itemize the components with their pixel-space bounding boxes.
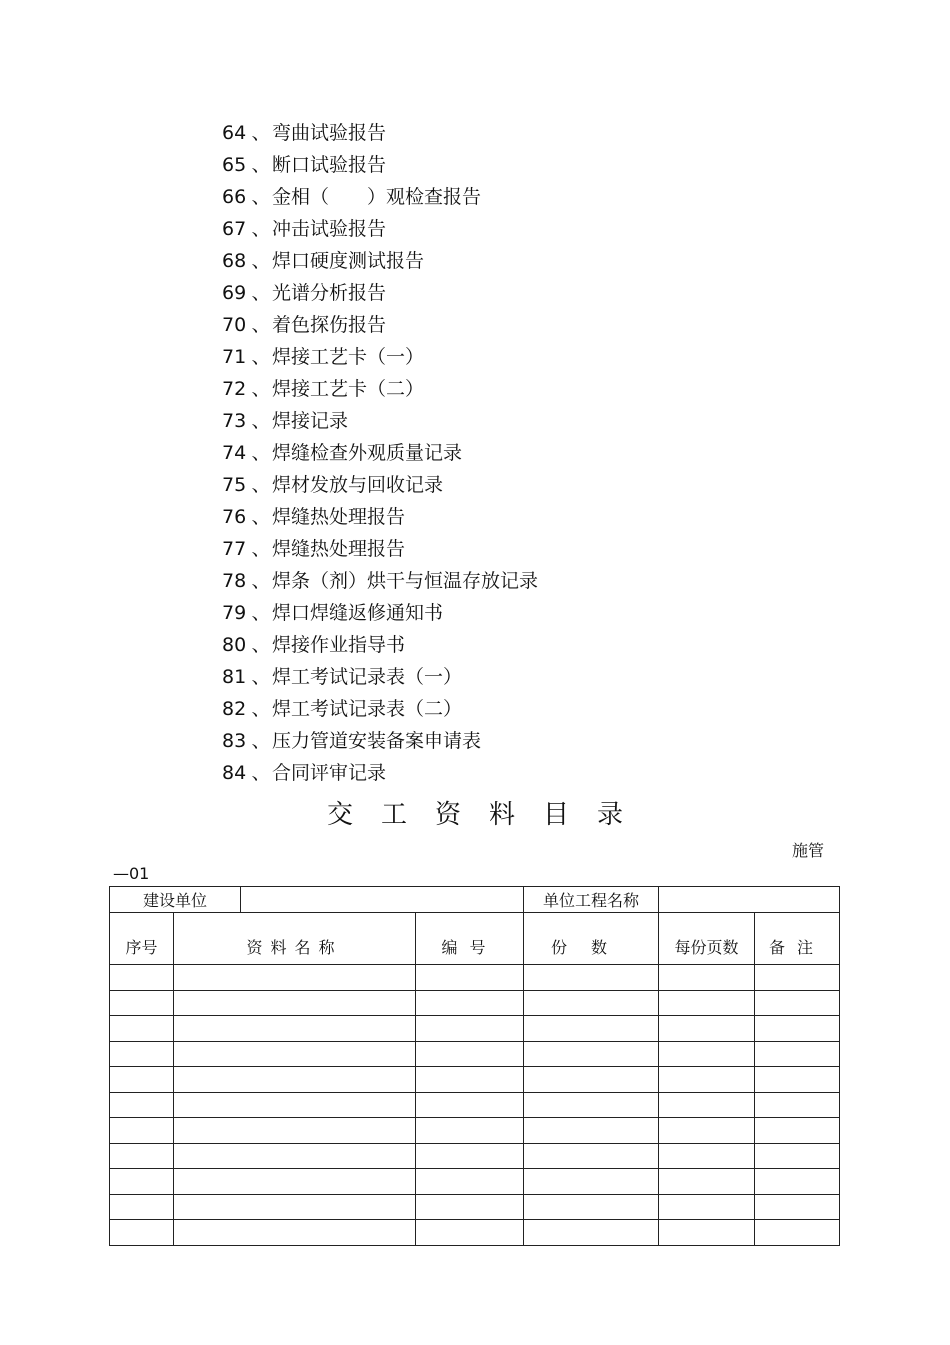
item-title: 焊条（剂）烘干与恒温存放记录 <box>272 570 539 592</box>
cell-seq <box>110 1169 174 1195</box>
list-item <box>222 277 538 309</box>
cell-seq <box>110 1016 174 1042</box>
item-number: 69 <box>222 282 247 304</box>
item-title: 弯曲试验报告 <box>272 122 387 144</box>
item-title: 焊缝热处理报告 <box>272 538 406 560</box>
item-separator: 、 <box>251 634 271 656</box>
cell-pages <box>659 990 755 1016</box>
cell-remarks <box>755 1016 840 1042</box>
cell-pages <box>659 1220 755 1246</box>
list-item <box>222 757 538 789</box>
item-separator: 、 <box>251 218 271 240</box>
form-code-prefix: 施管 <box>791 841 824 860</box>
item-separator: 、 <box>251 122 271 144</box>
cell-seq <box>110 965 174 991</box>
cell-pages <box>659 1169 755 1195</box>
cell-pages <box>659 1041 755 1067</box>
cell-number <box>416 1169 524 1195</box>
project-name-label: 单位工程名称 <box>524 887 659 913</box>
cell-doc-name <box>174 990 416 1016</box>
cell-doc-name <box>174 1067 416 1093</box>
cell-number <box>416 1016 524 1042</box>
owner-value <box>241 887 524 913</box>
cell-remarks <box>755 1067 840 1093</box>
list-item <box>222 437 538 469</box>
cell-doc-name <box>174 965 416 991</box>
table-row <box>110 1169 840 1195</box>
item-title: 金相（ ）观检查报告 <box>272 186 482 208</box>
table-row <box>110 1118 840 1144</box>
cell-copies <box>524 965 659 991</box>
cell-copies <box>524 1092 659 1118</box>
cell-copies <box>524 1118 659 1144</box>
item-title: 合同评审记录 <box>272 762 387 784</box>
cell-remarks <box>755 1118 840 1144</box>
item-number: 73 <box>222 410 247 432</box>
item-title: 着色探伤报告 <box>272 314 387 336</box>
document-item-list <box>222 117 538 789</box>
item-number: 81 <box>222 666 247 688</box>
cell-remarks <box>755 990 840 1016</box>
cell-copies <box>524 1041 659 1067</box>
item-number: 78 <box>222 570 247 592</box>
cell-number <box>416 1194 524 1220</box>
item-title: 焊接工艺卡（二） <box>272 378 425 400</box>
list-item <box>222 245 538 277</box>
item-separator: 、 <box>251 666 271 688</box>
form-code-suffix: —01 <box>113 864 150 883</box>
cell-remarks <box>755 1143 840 1169</box>
item-title: 焊缝热处理报告 <box>272 506 406 528</box>
item-separator: 、 <box>251 314 271 336</box>
item-number: 82 <box>222 698 247 720</box>
item-separator: 、 <box>251 378 271 400</box>
table-row <box>110 965 840 991</box>
header-pages-per-copy: 每份页数 <box>659 913 755 965</box>
item-title: 焊接工艺卡（一） <box>272 346 425 368</box>
cell-remarks <box>755 1092 840 1118</box>
list-item <box>222 597 538 629</box>
cell-seq <box>110 990 174 1016</box>
cell-copies <box>524 1194 659 1220</box>
list-item <box>222 693 538 725</box>
item-title: 焊材发放与回收记录 <box>272 474 444 496</box>
header-remarks: 备注 <box>755 913 840 965</box>
item-title: 断口试验报告 <box>272 154 387 176</box>
header-copies: 份数 <box>524 913 659 965</box>
list-item <box>222 565 538 597</box>
item-separator: 、 <box>251 282 271 304</box>
item-separator: 、 <box>251 570 271 592</box>
item-number: 84 <box>222 762 247 784</box>
cell-number <box>416 990 524 1016</box>
table-row <box>110 1143 840 1169</box>
cell-pages <box>659 1067 755 1093</box>
header-number: 编号 <box>416 913 524 965</box>
cell-seq <box>110 1194 174 1220</box>
table-row <box>110 1220 840 1246</box>
list-item <box>222 181 538 213</box>
item-separator: 、 <box>251 506 271 528</box>
item-separator: 、 <box>251 474 271 496</box>
table-row <box>110 1016 840 1042</box>
table-row <box>110 990 840 1016</box>
cell-number <box>416 1118 524 1144</box>
cell-doc-name <box>174 1169 416 1195</box>
cell-doc-name <box>174 1220 416 1246</box>
cell-doc-name <box>174 1016 416 1042</box>
item-number: 74 <box>222 442 247 464</box>
item-number: 83 <box>222 730 247 752</box>
table-row <box>110 1067 840 1093</box>
cell-seq <box>110 1092 174 1118</box>
cell-pages <box>659 1143 755 1169</box>
item-title: 焊接作业指导书 <box>272 634 406 656</box>
item-title: 焊缝检查外观质量记录 <box>272 442 463 464</box>
list-item <box>222 373 538 405</box>
table-row <box>110 1041 840 1067</box>
list-item <box>222 533 538 565</box>
item-number: 65 <box>222 154 247 176</box>
item-number: 80 <box>222 634 247 656</box>
item-separator: 、 <box>251 186 271 208</box>
list-item <box>222 213 538 245</box>
item-number: 68 <box>222 250 247 272</box>
cell-remarks <box>755 965 840 991</box>
list-item <box>222 629 538 661</box>
list-item <box>222 661 538 693</box>
cell-doc-name <box>174 1092 416 1118</box>
item-number: 70 <box>222 314 247 336</box>
item-separator: 、 <box>251 250 271 272</box>
owner-label: 建设单位 <box>110 887 241 913</box>
cell-number <box>416 1067 524 1093</box>
list-item <box>222 309 538 341</box>
cell-remarks <box>755 1041 840 1067</box>
item-separator: 、 <box>251 602 271 624</box>
table-row <box>110 1194 840 1220</box>
list-item <box>222 117 538 149</box>
item-title: 焊口硬度测试报告 <box>272 250 425 272</box>
item-title: 冲击试验报告 <box>272 218 387 240</box>
cell-copies <box>524 1169 659 1195</box>
cell-copies <box>524 1143 659 1169</box>
cell-number <box>416 1220 524 1246</box>
table-header-row <box>110 913 840 965</box>
item-separator: 、 <box>251 346 271 368</box>
cell-remarks <box>755 1220 840 1246</box>
cell-copies <box>524 1067 659 1093</box>
list-item <box>222 405 538 437</box>
list-item <box>222 341 538 373</box>
item-title: 光谱分析报告 <box>272 282 387 304</box>
cell-seq <box>110 1067 174 1093</box>
item-separator: 、 <box>251 762 271 784</box>
cell-doc-name <box>174 1041 416 1067</box>
cell-doc-name <box>174 1194 416 1220</box>
item-separator: 、 <box>251 410 271 432</box>
list-item <box>222 469 538 501</box>
cell-pages <box>659 965 755 991</box>
table-row <box>110 1092 840 1118</box>
item-separator: 、 <box>251 538 271 560</box>
cell-doc-name <box>174 1143 416 1169</box>
item-title: 焊接记录 <box>272 410 349 432</box>
cell-remarks <box>755 1169 840 1195</box>
item-title: 焊工考试记录表（二） <box>272 698 463 720</box>
list-item <box>222 149 538 181</box>
cell-copies <box>524 990 659 1016</box>
header-seq: 序号 <box>110 913 174 965</box>
item-number: 79 <box>222 602 247 624</box>
item-number: 75 <box>222 474 247 496</box>
cell-pages <box>659 1092 755 1118</box>
item-number: 64 <box>222 122 247 144</box>
item-title: 焊工考试记录表（一） <box>272 666 463 688</box>
item-number: 67 <box>222 218 247 240</box>
list-item <box>222 501 538 533</box>
list-item <box>222 725 538 757</box>
item-number: 76 <box>222 506 247 528</box>
item-title: 焊口焊缝返修通知书 <box>272 602 444 624</box>
handover-catalog-table <box>109 886 840 1246</box>
item-number: 71 <box>222 346 247 368</box>
table-info-row <box>110 887 840 913</box>
cell-copies <box>524 1220 659 1246</box>
item-number: 72 <box>222 378 247 400</box>
project-name-value <box>659 887 840 913</box>
cell-pages <box>659 1118 755 1144</box>
cell-seq <box>110 1143 174 1169</box>
item-number: 77 <box>222 538 247 560</box>
cell-pages <box>659 1016 755 1042</box>
item-separator: 、 <box>251 154 271 176</box>
item-separator: 、 <box>251 730 271 752</box>
cell-pages <box>659 1194 755 1220</box>
cell-seq <box>110 1118 174 1144</box>
cell-number <box>416 1143 524 1169</box>
cell-number <box>416 965 524 991</box>
cell-doc-name <box>174 1118 416 1144</box>
cell-number <box>416 1041 524 1067</box>
cell-seq <box>110 1220 174 1246</box>
item-separator: 、 <box>251 442 271 464</box>
item-separator: 、 <box>251 698 271 720</box>
item-number: 66 <box>222 186 247 208</box>
cell-number <box>416 1092 524 1118</box>
item-title: 压力管道安装备案申请表 <box>272 730 482 752</box>
cell-copies <box>524 1016 659 1042</box>
page-title: 交工资料目录 <box>326 800 651 830</box>
cell-seq <box>110 1041 174 1067</box>
cell-remarks <box>755 1194 840 1220</box>
header-doc-name: 资料名称 <box>174 913 416 965</box>
